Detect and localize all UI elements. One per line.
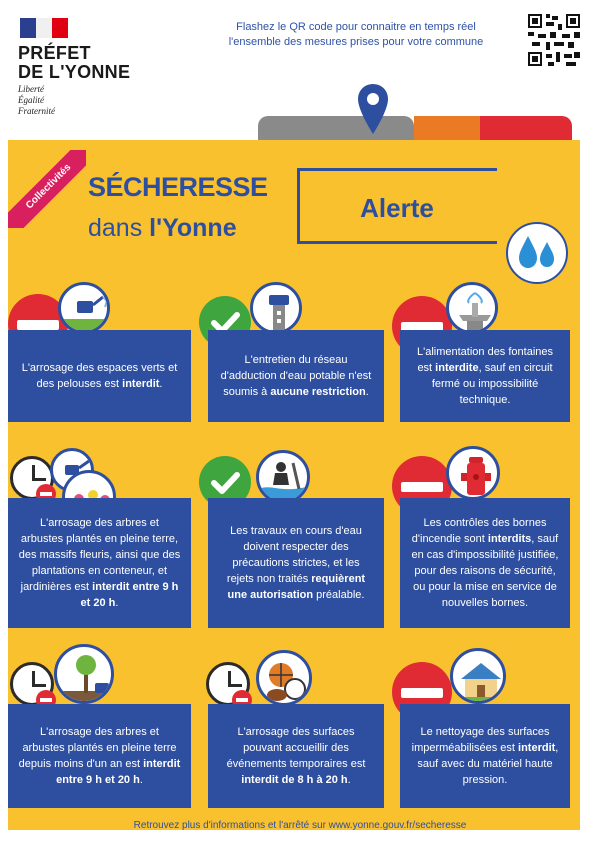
rule-text-emphasis: interdit: [518, 742, 556, 754]
rule-text: [18, 360, 181, 392]
rule-card-fire-hydrants: [400, 498, 570, 628]
ribbon-label: Collectivités: [8, 150, 86, 228]
rule-text: [410, 515, 560, 611]
rule-text-emphasis: interdit entre 9 h et 20 h: [56, 758, 181, 786]
river-works-icon: [256, 450, 310, 504]
rule-card-river-works: [208, 498, 384, 628]
rule-text: [410, 344, 560, 408]
rule-card-green-spaces: [8, 330, 191, 422]
rule-card-impervious-surfaces: [400, 704, 570, 808]
rule-text-end: .: [139, 774, 143, 786]
prefecture-line-1: PRÉFET: [18, 43, 91, 63]
fountain-icon: [446, 282, 498, 334]
rule-card-fountains: [400, 330, 570, 422]
rule-text-end: préalable.: [313, 589, 365, 601]
rule-text-main: L'alimentation des fontaines est: [416, 346, 554, 374]
rule-text: [218, 724, 374, 788]
alert-level: Alerte: [360, 193, 434, 223]
qr-instruction: [196, 20, 516, 50]
sports-balls-icon: [256, 650, 312, 706]
french-flag-logo: [20, 18, 68, 38]
motto-liberte: Liberté: [18, 84, 44, 94]
subtitle-prefix: dans: [88, 214, 150, 242]
rule-text-main: L'arrosage des arbres et arbustes plantés en pleine terre, des massifs fleuris, ainsi que des plantations en conteneur, et jardinières est: [18, 517, 181, 593]
rule-text: [18, 724, 181, 788]
prefecture-name: [18, 44, 130, 82]
qr-code[interactable]: [526, 12, 582, 68]
rule-text-emphasis: aucune restriction: [270, 386, 366, 398]
watering-can-icon: [58, 282, 110, 334]
prefecture-line-2: DE L'YONNE: [18, 62, 131, 82]
rule-text-end: , sauf en cas d'impossibilité justifiée, pour des raisons de sécurité, ou pour la mise en service de nouvelles bornes.: [411, 533, 559, 609]
rule-card-young-trees: [8, 704, 191, 808]
republic-motto: [18, 84, 55, 117]
rule-text-main: Les contrôles des bornes d'incendie sont: [411, 517, 547, 545]
rule-card-drinking-network: [208, 330, 384, 422]
rule-text: [410, 724, 560, 788]
rule-text: [218, 523, 374, 603]
rule-text-end: .: [115, 597, 119, 609]
rule-text-emphasis: requièrent une autorisation: [227, 573, 366, 601]
rule-card-trees-flowers: [8, 498, 191, 628]
rule-text-main: Les travaux en cours d'eau doivent respecter des précautions strictes, et les rejets non traités: [226, 525, 362, 585]
motto-fraternite: Fraternité: [18, 106, 55, 116]
rule-text-emphasis: interdits: [487, 533, 532, 545]
house-icon: [450, 648, 506, 704]
rule-text-main: L'arrosage des arbres et arbustes plantés en pleine terre depuis moins d'un an est: [18, 726, 177, 770]
qr-instruction-line-1: Flashez le QR code pour connaitre en temps réel: [236, 21, 476, 33]
rule-text-end: .: [365, 386, 369, 398]
location-pin-icon: [356, 82, 390, 136]
rule-text-end: , sauf avec du matériel haute pression.: [417, 742, 559, 786]
rule-text-main: L'entretien du réseau d'adduction d'eau potable n'est soumis à: [220, 354, 372, 398]
rule-text: [18, 515, 181, 611]
fire-hydrant-icon: [446, 446, 500, 500]
water-drops-icon: [506, 222, 568, 284]
rule-text-emphasis: interdite: [435, 362, 479, 374]
rule-text: [218, 352, 374, 400]
rule-card-event-surfaces: [208, 704, 384, 808]
rule-text-main: L'arrosage des surfaces pouvant accueillir des événements temporaires est: [226, 726, 366, 770]
rule-text-main: Le nettoyage des surfaces imperméabilisées est: [411, 726, 550, 754]
subtitle-place: l'Yonne: [149, 214, 237, 242]
audience-ribbon: [8, 150, 86, 228]
rule-text-emphasis: interdit entre 9 h et 20 h: [80, 581, 179, 609]
water-tower-icon: [250, 282, 302, 334]
motto-egalite: Égalité: [18, 95, 44, 105]
rule-text-end: .: [159, 378, 163, 390]
rule-text-main: L'arrosage des espaces verts et des pelouses est: [21, 362, 178, 390]
rule-text-end: , sauf en circuit fermé ou impossibilité technique.: [431, 362, 553, 406]
qr-instruction-line-2: l'ensemble des mesures prises pour votre commune: [228, 36, 484, 48]
rule-text-emphasis: interdit de 8 h à 20 h: [241, 774, 348, 786]
rule-text-end: .: [347, 774, 351, 786]
rule-text-emphasis: interdit: [122, 378, 160, 390]
poster-subtitle: [88, 214, 237, 243]
young-tree-icon: [54, 644, 114, 704]
poster-title: SÉCHERESSE: [88, 172, 268, 202]
footer-info-link[interactable]: Retrouvez plus d'informations et l'arrêté sur www.yonne.gouv.fr/secheresse: [133, 820, 467, 831]
